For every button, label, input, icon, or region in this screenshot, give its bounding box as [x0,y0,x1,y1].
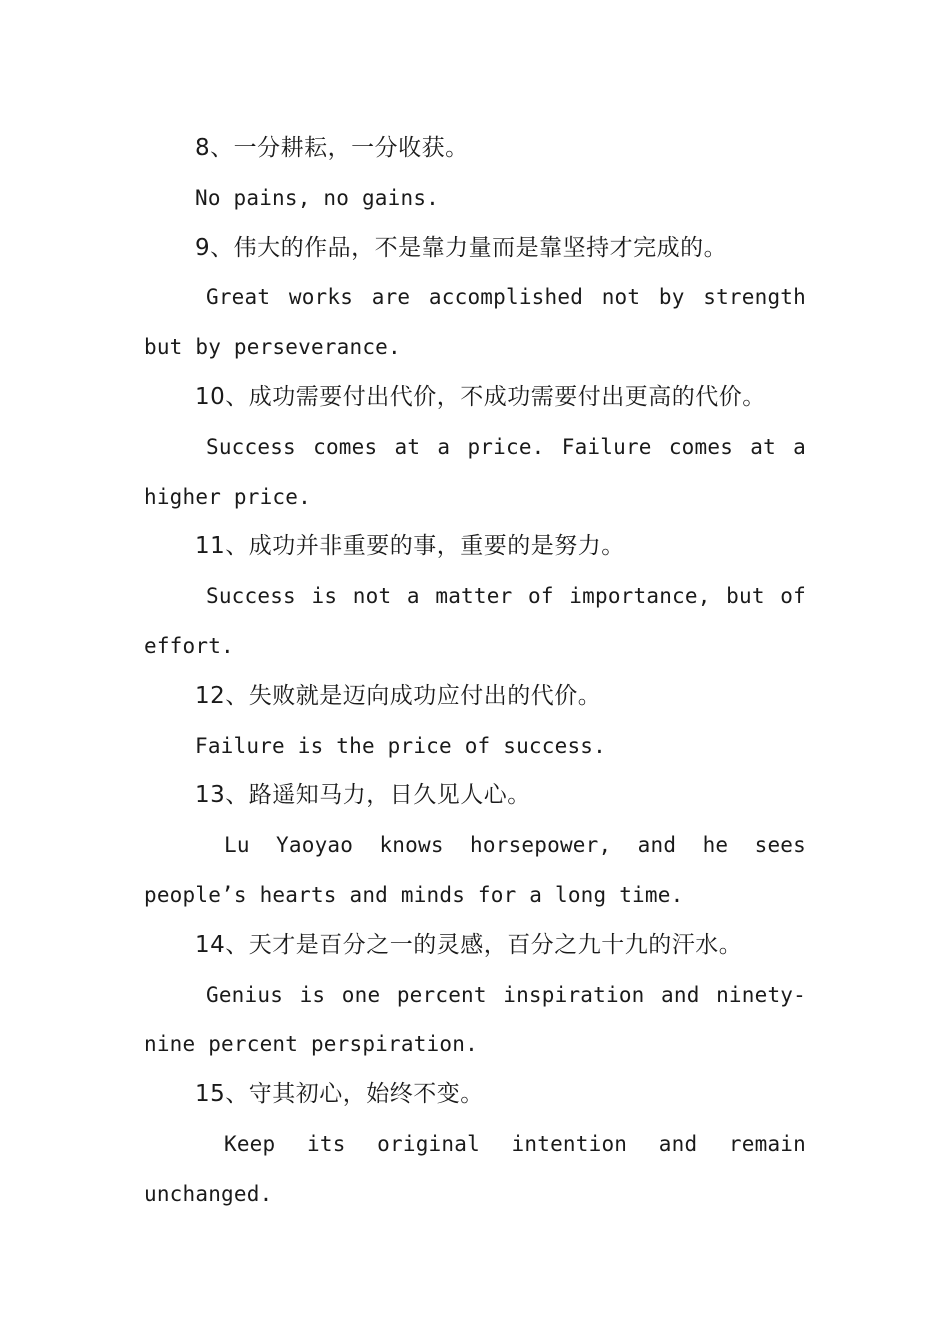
quote-9-english-line2: but by perseverance. [144,335,401,360]
quote-12-english: Failure is the price of success. [195,733,606,758]
quote-14-chinese: 14、天才是百分之一的灵感，百分之九十九的汗水。 [195,931,743,958]
quote-10-chinese: 10、成功需要付出代价，不成功需要付出更高的代价。 [195,383,766,410]
quote-11-english-line2: effort. [144,633,234,658]
quote-8-chinese: 8、一分耕耘，一分收获。 [195,135,469,161]
quote-9-english-line1: Great works are accomplished not by strength [206,285,806,310]
quote-15-english-line1: Keep its original intention and remain [224,1131,806,1156]
quote-11-english-line1: Success is not a matter of importance, but of [206,584,806,609]
quote-13-english-line1: Lu Yaoyao knows horsepower, and he sees [224,833,806,858]
quote-13-chinese: 13、路遥知马力，日久见人心。 [195,782,531,809]
quote-12-chinese: 12、失败就是迈向成功应付出的代价。 [195,682,602,709]
quote-8-english: No pains, no gains. [195,185,440,210]
quote-15-chinese: 15、守其初心，始终不变。 [195,1081,484,1108]
quote-11-chinese: 11、成功并非重要的事，重要的是努力。 [195,533,625,560]
quote-10-english-line1: Success comes at a price. Failure comes at a [206,434,806,459]
quote-15-english-line2: unchanged. [144,1181,273,1206]
quote-13-english-line2: people’s hearts and minds for a long time. [144,882,684,907]
quote-14-english-line2: nine percent perspiration. [144,1032,478,1057]
quote-9-chinese: 9、伟大的作品，不是靠力量而是靠坚持才完成的。 [195,234,728,261]
quote-14-english-line1: Genius is one percent inspiration and ninety- [206,982,806,1007]
quote-10-english-line2: higher price. [144,484,311,509]
document-page [144,124,806,1220]
